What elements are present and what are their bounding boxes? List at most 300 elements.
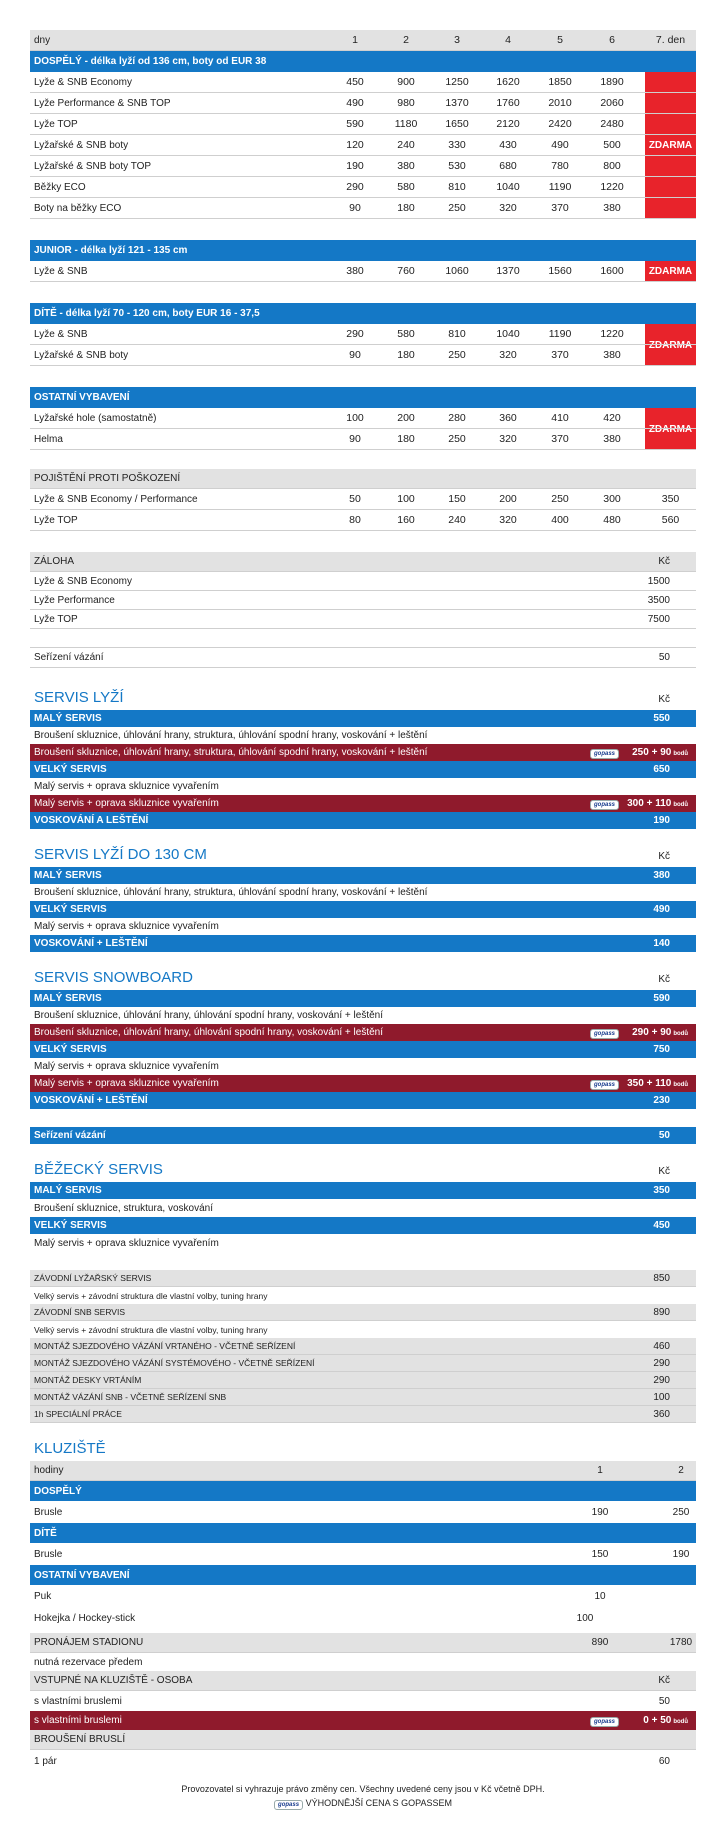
unit-label: Kč	[658, 1166, 670, 1177]
table-row	[30, 324, 696, 345]
rink-child-header	[30, 1523, 696, 1543]
price-cell: 240	[397, 139, 415, 151]
price-cell: 530	[448, 160, 466, 172]
row-label: Seřízení vázání	[34, 652, 104, 663]
price-cell: 3500	[647, 594, 670, 606]
service-header	[30, 812, 696, 829]
other-title: OSTATNÍ VYBAVENÍ	[34, 392, 130, 403]
price-cell: 320	[499, 514, 517, 526]
table-row	[30, 261, 696, 282]
row-label: MONTÁŽ DESKY VRTÁNÍM	[34, 1375, 142, 1385]
service-desc-text: Malý servis + oprava skluznice vyvařením	[34, 798, 219, 809]
points-label: bodů	[673, 1031, 688, 1037]
unit-label: Kč	[658, 974, 670, 985]
service-title: VOSKOVÁNÍ A LEŠTĚNÍ	[34, 815, 149, 826]
price-cell: 90	[349, 349, 361, 361]
footer-gopass	[30, 1798, 696, 1810]
price-cell: 370	[551, 202, 569, 214]
deposit-unit: Kč	[658, 556, 670, 567]
unit-label: Kč	[658, 1675, 670, 1686]
service-title: MALÝ SERVIS	[34, 870, 102, 881]
service-desc-text: Broušení skluznice, úhlování hrany, úhlování spodní hrany, voskování + leštění	[34, 1010, 384, 1021]
service-desc-text: Malý servis + oprava skluznice vyvařením	[34, 921, 219, 932]
deposit-header	[30, 552, 696, 572]
table-row	[30, 429, 696, 450]
price-cell: 380	[346, 265, 364, 277]
price-cell: 2120	[496, 118, 520, 130]
table-row	[30, 135, 696, 156]
price-cell: 500	[603, 139, 621, 151]
service-desc-text: Malý servis + oprava skluznice vyvařením	[34, 1237, 219, 1249]
unit-label: Kč	[658, 851, 670, 862]
price-cell: 1850	[548, 76, 572, 88]
price-cell: 80	[349, 514, 361, 526]
row-label: Helma	[34, 433, 63, 445]
service-title: MALÝ SERVIS	[34, 993, 102, 1004]
table-row	[30, 489, 696, 510]
service-price: 140	[653, 938, 670, 949]
gopass-offer-row	[30, 744, 696, 761]
service-title: Seřízení vázání	[34, 1130, 106, 1141]
price-cell: 370	[551, 349, 569, 361]
other-rows	[30, 408, 696, 450]
table-row	[30, 1691, 696, 1711]
gopass-price-value: 250 + 90	[632, 747, 672, 758]
stadium-note-row	[30, 1653, 696, 1671]
row-label: Lyžařské & SNB boty	[34, 139, 129, 151]
service-header	[30, 901, 696, 918]
price-cell: 190	[672, 1548, 690, 1560]
price-cell: 280	[448, 412, 466, 424]
price-cell: 90	[349, 433, 361, 445]
row-label: Lyže Performance & SNB TOP	[34, 97, 171, 109]
skate-sharpen-header	[30, 1730, 696, 1750]
price-cell: 1620	[496, 76, 520, 88]
gopass-logo-icon: gopass	[590, 749, 619, 759]
rink-group-title: OSTATNÍ VYBAVENÍ	[34, 1569, 130, 1581]
row-label: MONTÁŽ VÁZÁNÍ SNB - VČETNĚ SEŘÍZENÍ SNB	[34, 1392, 227, 1402]
price-cell: 7500	[647, 613, 670, 625]
gopass-logo-icon: gopass	[590, 1029, 619, 1039]
row-label: Lyže Performance	[34, 594, 115, 606]
service-title: VELKÝ SERVIS	[34, 764, 107, 775]
price-cell: 1370	[496, 265, 520, 277]
price-cell: 60	[658, 1755, 670, 1767]
other-section-header	[30, 387, 696, 408]
price-cell: 320	[499, 202, 517, 214]
price-cell: 560	[661, 514, 680, 526]
price-cell: 480	[603, 514, 621, 526]
table-row	[30, 93, 696, 114]
hour-2: 2	[678, 1465, 684, 1476]
row-label: Lyžařské & SNB boty	[34, 349, 129, 361]
row-label: MONTÁŽ SJEZDOVÉHO VÁZÁNÍ SYSTÉMOVÉHO - VČETNĚ SEŘÍZENÍ	[34, 1358, 315, 1368]
service-header	[30, 1182, 696, 1199]
row-label: Brusle	[34, 1506, 63, 1518]
price-cell: 420	[603, 412, 621, 424]
gopass-price	[632, 747, 688, 758]
price-cell: 290	[346, 181, 364, 193]
child-title: DÍTĚ - délka lyží 70 - 120 cm, boty EUR 16 - 37,5	[34, 308, 260, 319]
price-cell: 1500	[647, 575, 670, 587]
service-header	[30, 990, 696, 1007]
row-label: BROUŠENÍ BRUSLÍ	[34, 1734, 126, 1745]
binding-adjust-row	[30, 647, 696, 668]
price-cell: 1040	[496, 328, 520, 340]
row-label: Hokejka / Hockey-stick	[34, 1612, 136, 1624]
section-heading: SERVIS SNOWBOARD	[34, 969, 193, 986]
row-label: Lyžařské & SNB boty TOP	[34, 160, 152, 172]
unit-label: Kč	[658, 694, 670, 705]
price-cell: 350	[661, 493, 680, 505]
day-4: 4	[505, 34, 511, 46]
row-label: Velký servis + závodní struktura dle vlastní volby, tuning hrany	[34, 1324, 268, 1335]
service-header	[30, 935, 696, 952]
hours-label: hodiny	[34, 1465, 64, 1476]
price-cell: 490	[346, 97, 364, 109]
extra-service-row	[30, 1355, 696, 1372]
service-header	[30, 1217, 696, 1234]
points-label: bodů	[673, 1719, 688, 1725]
price-cell: 180	[397, 433, 415, 445]
row-label: Lyže & SNB Economy	[34, 76, 133, 88]
service-price: 190	[653, 815, 670, 826]
price-cell: 360	[653, 1408, 670, 1420]
points-label: bodů	[673, 802, 688, 808]
rink-group-title: DÍTĚ	[34, 1527, 57, 1539]
price-cell: 290	[653, 1357, 670, 1369]
day-3: 3	[454, 34, 460, 46]
price-cell: 1600	[600, 265, 624, 277]
row-label: Lyže & SNB	[34, 328, 88, 340]
service-desc	[30, 727, 696, 744]
gopass-price-value: 300 + 110	[627, 798, 672, 809]
service-desc-text: Broušení skluznice, úhlování hrany, úhlování spodní hrany, voskování + leštění	[34, 1027, 384, 1038]
service-header	[30, 1041, 696, 1058]
extra-service-row	[30, 1270, 696, 1287]
price-cell: 300	[603, 493, 621, 505]
row-label: Lyže & SNB	[34, 265, 88, 277]
junior-free-badge: ZDARMA	[645, 261, 696, 281]
table-row	[30, 1543, 696, 1565]
service-price: 50	[658, 1130, 670, 1141]
service-title: VELKÝ SERVIS	[34, 1220, 107, 1231]
price-cell: 160	[397, 514, 415, 526]
table-row	[30, 572, 696, 591]
price-cell: 590	[346, 118, 364, 130]
price-cell: 240	[448, 514, 466, 526]
footer-note: Provozovatel si vyhrazuje právo změny cen. Všechny uvedené ceny jsou v Kč včetně DPH.	[181, 1784, 545, 1794]
price-cell: 190	[591, 1506, 609, 1518]
row-label: Lyžařské hole (samostatně)	[34, 412, 157, 424]
service-price: 450	[653, 1220, 670, 1231]
price-cell: 330	[448, 139, 466, 151]
stadium-rental-row	[30, 1633, 696, 1653]
gopass-price-value: 350 + 110	[627, 1078, 672, 1089]
service-title: VOSKOVÁNÍ + LEŠTĚNÍ	[34, 1095, 148, 1106]
price-cell: 1780	[669, 1637, 693, 1648]
snb-service-title	[30, 966, 696, 990]
service-desc	[30, 778, 696, 795]
price-cell: 120	[346, 139, 364, 151]
rink-adult-header	[30, 1481, 696, 1501]
price-cell: 680	[499, 160, 517, 172]
table-row	[30, 591, 696, 610]
rink-other-header	[30, 1565, 696, 1585]
table-row	[30, 510, 696, 531]
day-1: 1	[352, 34, 358, 46]
gopass-logo-icon: gopass	[590, 800, 619, 810]
price-cell: 800	[603, 160, 621, 172]
price-cell: 360	[499, 412, 517, 424]
xc-service-title	[30, 1158, 696, 1182]
service-price: 230	[653, 1095, 670, 1106]
price-cell: 450	[346, 76, 364, 88]
row-label: Lyže TOP	[34, 514, 78, 526]
service-desc-text: Broušení skluznice, úhlování hrany, struktura, úhlování spodní hrany, voskování + leštění	[34, 747, 428, 758]
price-cell: 100	[576, 1612, 594, 1624]
price-cell: 850	[653, 1272, 670, 1284]
row-label: s vlastními bruslemi	[34, 1695, 122, 1707]
gopass-offer-row	[30, 1711, 696, 1730]
entry-header	[30, 1671, 696, 1691]
table-row	[30, 198, 696, 219]
price-cell: 250	[551, 493, 569, 505]
row-label: Brusle	[34, 1548, 63, 1560]
price-cell: 1190	[548, 328, 572, 340]
price-cell: 290	[653, 1374, 670, 1386]
price-cell: 1560	[548, 265, 572, 277]
price-cell: 380	[603, 202, 621, 214]
row-label: ZÁVODNÍ SNB SERVIS	[34, 1307, 126, 1317]
hour-1: 1	[597, 1465, 603, 1476]
adult-title: DOSPĚLÝ - délka lyží od 136 cm, boty od EUR 38	[34, 56, 267, 67]
points-label: bodů	[673, 751, 688, 757]
rink-title	[30, 1437, 696, 1461]
price-cell: 370	[551, 433, 569, 445]
rink-group-title: DOSPĚLÝ	[34, 1485, 82, 1497]
deposit-title: ZÁLOHA	[34, 556, 75, 567]
child-free-badge: ZDARMA	[645, 324, 696, 366]
service-desc-text: Malý servis + oprava skluznice vyvařením	[34, 781, 219, 792]
row-label: nutná rezervace předem	[34, 1656, 143, 1668]
service-header	[30, 867, 696, 884]
price-cell: 250	[448, 349, 466, 361]
gopass-price	[627, 798, 688, 809]
gopass-price-value: 290 + 90	[632, 1027, 672, 1038]
service-desc	[30, 1058, 696, 1075]
service-desc-text: Malý servis + oprava skluznice vyvařením	[34, 1078, 219, 1089]
price-cell: 760	[397, 265, 415, 277]
gopass-price-value: 0 + 50	[643, 1715, 672, 1726]
price-cell: 2060	[600, 97, 624, 109]
row-label: Lyže & SNB Economy / Performance	[34, 493, 198, 505]
price-cell: 50	[349, 493, 361, 505]
service-desc	[30, 1234, 696, 1252]
service-header	[30, 710, 696, 727]
gopass-logo-icon: gopass	[274, 1800, 303, 1810]
extra-service-row	[30, 1406, 696, 1423]
extra-service-row	[30, 1389, 696, 1406]
price-cell: 50	[658, 652, 670, 663]
gopass-price	[627, 1078, 688, 1089]
gopass-price	[632, 1027, 688, 1038]
adult-section-header	[30, 51, 696, 72]
row-label: VSTUPNÉ NA KLUZIŠTĚ - OSOBA	[34, 1675, 193, 1686]
service-desc-text: Broušení skluznice, úhlování hrany, struktura, úhlování spodní hrany, voskování + leštění	[34, 887, 428, 898]
price-cell: 1220	[600, 328, 624, 340]
price-cell: 100	[653, 1391, 670, 1403]
price-cell: 100	[397, 493, 415, 505]
gopass-note: VÝHODNĚJŠÍ CENA S GOPASSEM	[305, 1798, 452, 1808]
gopass-logo-icon: gopass	[590, 1080, 619, 1090]
price-cell: 250	[672, 1506, 690, 1518]
service-price: 590	[653, 993, 670, 1004]
price-cell: 190	[346, 160, 364, 172]
day-7: 7. den	[655, 34, 686, 46]
price-cell: 200	[499, 493, 517, 505]
gopass-price	[643, 1715, 688, 1726]
child-rows	[30, 324, 696, 366]
price-cell: 10	[594, 1590, 606, 1602]
price-cell: 1040	[496, 181, 520, 193]
ski-service-130-title	[30, 843, 696, 867]
price-cell: 580	[397, 181, 415, 193]
service-header	[30, 1092, 696, 1109]
price-cell: 460	[653, 1340, 670, 1352]
price-cell: 180	[397, 349, 415, 361]
table-row	[30, 114, 696, 135]
row-label: Lyže & SNB Economy	[34, 575, 133, 587]
service-header	[30, 1127, 696, 1144]
row-label: Velký servis + závodní struktura dle vlastní volby, tuning hrany	[34, 1290, 268, 1301]
extra-service-row	[30, 1321, 696, 1338]
price-cell: 2010	[548, 97, 572, 109]
price-list	[30, 30, 696, 1810]
insurance-title: POJIŠTĚNÍ PROTI POŠKOZENÍ	[34, 473, 181, 484]
price-cell: 430	[499, 139, 517, 151]
junior-section-header	[30, 240, 696, 261]
row-label: Lyže TOP	[34, 118, 78, 130]
extra-service-row	[30, 1338, 696, 1355]
row-label: Běžky ECO	[34, 181, 86, 193]
child-section-header	[30, 303, 696, 324]
table-row	[30, 1585, 696, 1607]
service-desc	[30, 918, 696, 935]
table-row	[30, 345, 696, 366]
ski-service-title	[30, 686, 696, 710]
adult-free-badge: ZDARMA	[645, 72, 696, 219]
gopass-offer-row	[30, 1075, 696, 1092]
day-6: 6	[609, 34, 615, 46]
service-price: 490	[653, 904, 670, 915]
price-cell: 2420	[548, 118, 572, 130]
table-row	[30, 1607, 696, 1629]
table-row	[30, 1750, 696, 1772]
price-cell: 1370	[445, 97, 469, 109]
table-row	[30, 72, 696, 93]
insurance-header	[30, 469, 696, 489]
service-desc	[30, 884, 696, 901]
table-row	[30, 1501, 696, 1523]
row-label: MONTÁŽ SJEZDOVÉHO VÁZÁNÍ VRTANÉHO - VČETNĚ SEŘÍZENÍ	[34, 1341, 296, 1351]
service-title: MALÝ SERVIS	[34, 713, 102, 724]
other-free-badge: ZDARMA	[645, 408, 696, 450]
price-cell: 1180	[394, 118, 418, 130]
service-desc-text: Broušení skluznice, úhlování hrany, struktura, úhlování spodní hrany, voskování + leštění	[34, 730, 428, 741]
price-cell: 900	[397, 76, 415, 88]
extra-service-row	[30, 1287, 696, 1304]
days-label: dny	[34, 34, 51, 46]
price-cell: 890	[591, 1637, 609, 1648]
service-desc-text: Malý servis + oprava skluznice vyvařením	[34, 1061, 219, 1072]
price-cell: 810	[448, 328, 466, 340]
row-label: Puk	[34, 1590, 52, 1602]
price-cell: 180	[397, 202, 415, 214]
service-title: MALÝ SERVIS	[34, 1185, 102, 1196]
price-cell: 1190	[548, 181, 572, 193]
table-row	[30, 408, 696, 429]
price-cell: 380	[603, 349, 621, 361]
row-label: ZÁVODNÍ LYŽAŘSKÝ SERVIS	[34, 1273, 152, 1283]
service-price: 350	[653, 1185, 670, 1196]
extra-service-row	[30, 1372, 696, 1389]
price-cell: 150	[448, 493, 466, 505]
service-price: 380	[653, 870, 670, 881]
service-price: 750	[653, 1044, 670, 1055]
service-price: 550	[653, 713, 670, 724]
day-2: 2	[403, 34, 409, 46]
service-title: VELKÝ SERVIS	[34, 904, 107, 915]
service-desc-text: Broušení skluznice, struktura, voskování	[34, 1202, 213, 1214]
rental-days-header	[30, 30, 696, 51]
price-cell: 1760	[496, 97, 520, 109]
price-cell: 400	[551, 514, 569, 526]
table-row	[30, 610, 696, 629]
gopass-offer-row	[30, 795, 696, 812]
price-cell: 380	[603, 433, 621, 445]
price-cell: 50	[658, 1695, 670, 1707]
service-header	[30, 761, 696, 778]
table-row	[30, 156, 696, 177]
price-cell: 410	[551, 412, 569, 424]
section-heading: BĚŽECKÝ SERVIS	[34, 1161, 163, 1178]
junior-title: JUNIOR - délka lyží 121 - 135 cm	[34, 245, 188, 256]
gopass-logo-icon: gopass	[590, 1717, 619, 1727]
price-cell: 780	[551, 160, 569, 172]
price-cell: 980	[397, 97, 415, 109]
service-price: 650	[653, 764, 670, 775]
price-cell: 200	[397, 412, 415, 424]
service-desc	[30, 1007, 696, 1024]
price-cell: 580	[397, 328, 415, 340]
price-cell: 100	[346, 412, 364, 424]
service-title: VELKÝ SERVIS	[34, 1044, 107, 1055]
price-cell: 290	[346, 328, 364, 340]
gopass-offer-row	[30, 1024, 696, 1041]
price-cell: 2480	[600, 118, 624, 130]
day-5: 5	[557, 34, 563, 46]
price-cell: 250	[448, 433, 466, 445]
row-label: 1h SPECIÁLNÍ PRÁCE	[34, 1409, 122, 1419]
price-cell: 1250	[445, 76, 469, 88]
table-row	[30, 177, 696, 198]
row-label: Lyže TOP	[34, 613, 78, 625]
price-cell: 250	[448, 202, 466, 214]
price-cell: 1060	[445, 265, 469, 277]
price-cell: 90	[349, 202, 361, 214]
price-cell: 320	[499, 433, 517, 445]
